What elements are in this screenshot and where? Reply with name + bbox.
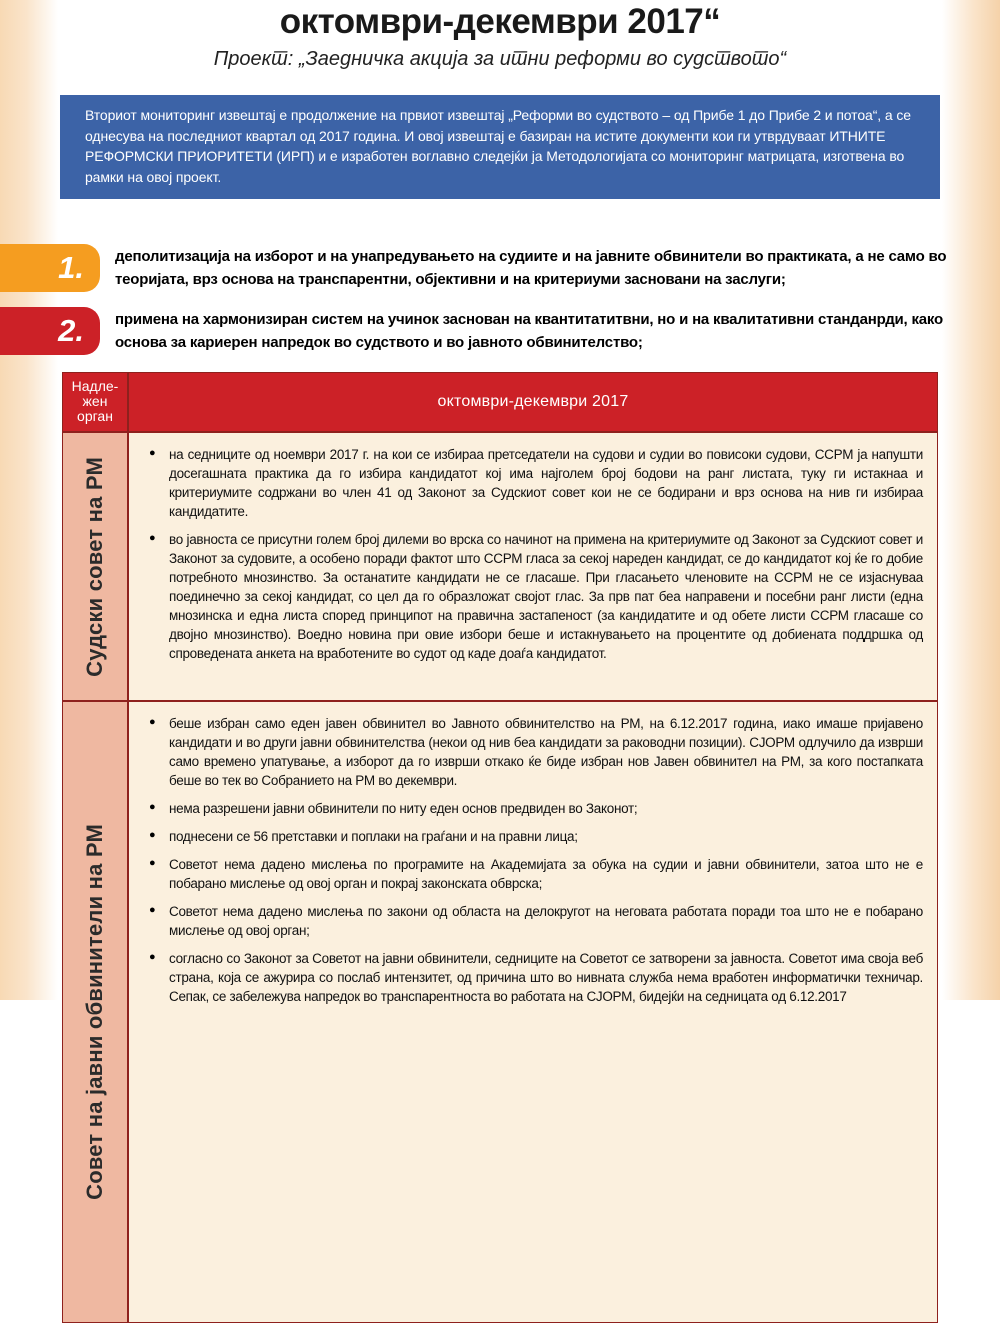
finding-bullet-item: ● во јавноста се присутни голем број дилеми во врска со начинот на примена на критериумите од Законот за Судскиот совет и Законот за судовите, а особено поради фактот што ССРМ гласа за секој нареден кандидат, се до кандидатот кој ќе го добие потребното мнозинство. За останатите кандидати не се гласаше. При гласањето членовите на ССРМ не се изјаснуваа поединечно за секој кандидат, со цел да го образложат својот глас. За прв пат беа направени и посебни ранг листи (една мнозинска и една листа според принципот на правична застапеност (за кандидатите и од обете листи ССРМ гласаше со двојно мнозинство). Воедно новина при овие избори беше и истакнувањето на процентите од добиената поддршка од спроведената анкета на вработените во судот од каде доаѓа кандидатот. (145, 530, 923, 663)
findings-list-prosecutors-council (129, 702, 937, 1322)
column-header-period: октомври-декември 2017 (437, 393, 629, 410)
intro-summary-box: Вториот мониторинг извештај е продолжение на првиот извештај „Реформи во судството – од Прибе 1 до Прибе 2 и потоа“, а се однесува на последниот квартал од 2017 година. И овој извештај е базиран на истите документи кои ги утврдуваат ИТНИТЕ РЕФОРМСКИ ПРИОРИТЕТИ (ИРП) и е изработен воглавно следејќи ја Методологијата со мониторинг матрицата, изготвена во рамки на овој проект. (60, 95, 940, 199)
priority-text-2: примена на хармонизиран систем на учинок заснован на квантитатитвни, но и на квалитативни станданрди, како основа за кариерен напредок во судството и во јавното обвинителство; (115, 311, 943, 351)
priority-text-1: деполитизација на изборот и на унапредувањето на судиите и на јавните обвинители во практиката, а не само во теоријата, врз основа на транспарентни, објективни и на критериуми засновани на заслуги; (115, 248, 947, 288)
page-right-margin-decoration (942, 0, 1000, 1000)
finding-bullet-item: ● беше избран само еден јавен обвинител во Јавното обвинителство на РМ, на 6.12.2017 година, иако имаше пријавено кандидати и во други јавни обвинителства (некои од нив беа кандидати за раководни позиции). СЈОРМ одлучило да изврши само времено упатување, а изборот да го изврши откако ќе биде избран нов Јавен обвинител на РМ, за кого постапката беше во тек во Собранието на РМ во декември. (145, 714, 923, 790)
finding-bullet-item: ● нема разрешени јавни обвинители по ниту еден основ предвиден во Законот; (145, 799, 923, 818)
table-header-row (63, 373, 937, 433)
finding-bullet-item: ● на седниците од ноември 2017 г. на кои се избираа претседатели на судови и судии во повисоки судови, ССРМ ја напушти досегашната практика да го избира кандидатот кој има најголем број бодови на ранг листата, туку ги истакнаа и критериумите содржани во член 41 од Законот за Судскиот совет кои не се бодирани и врз основа на нив ги избираа кандидатите. (145, 445, 923, 521)
priority-number-badge-1: 1. (0, 244, 100, 292)
priority-number-badge-2: 2. (0, 307, 100, 355)
report-title: октомври-декември 2017“ (279, 2, 721, 41)
column-header-organ: Надле-жен орган (63, 373, 129, 431)
organ-label-cell-judicial-council (63, 433, 129, 700)
finding-bullet-item: ● Советот нема дадено мислења по програмите на Академијата за обука на судии и јавни обвинители, затоа што не е побарано мислење од овој орган и покрај законската обврска; (145, 855, 923, 893)
finding-bullet-item: ● Советот нема дадено мислења по закони од областа на делокругот на неговата работата поради тоа што не е побарано мислење од овој орган; (145, 902, 923, 940)
finding-bullet-item: ● согласно со Законот за Советот на јавни обвинители, седниците на Советот се затворени за јавноста. Советот има своја веб страна, која се ажурира со послаб интензитет, од причина што во нивната служба нема вработен информатички техничар. Сепак, се забележува напредок во транспарентноста во работата на СЈОРМ, бидејќи на седницата од 6.12.2017 (145, 949, 923, 1006)
table-row-council-public-prosecutors (63, 700, 937, 1322)
findings-list-judicial-council (129, 433, 937, 700)
page-left-margin-decoration (0, 0, 58, 1000)
organ-label-judicial-council: Судски совет на РМ (82, 456, 107, 677)
monitoring-table (62, 372, 938, 1323)
finding-bullet-item: ● поднесени се 56 претставки и поплаки на граѓани и на правни лица; (145, 827, 923, 846)
table-row-judicial-council (63, 433, 937, 700)
organ-label-cell-prosecutors-council (63, 702, 129, 1322)
organ-label-prosecutors-council: Совет на јавни обвинители на РМ (82, 824, 107, 1200)
project-subtitle: Проект: „Заедничка акција за итни реформи во судството“ (213, 48, 787, 70)
